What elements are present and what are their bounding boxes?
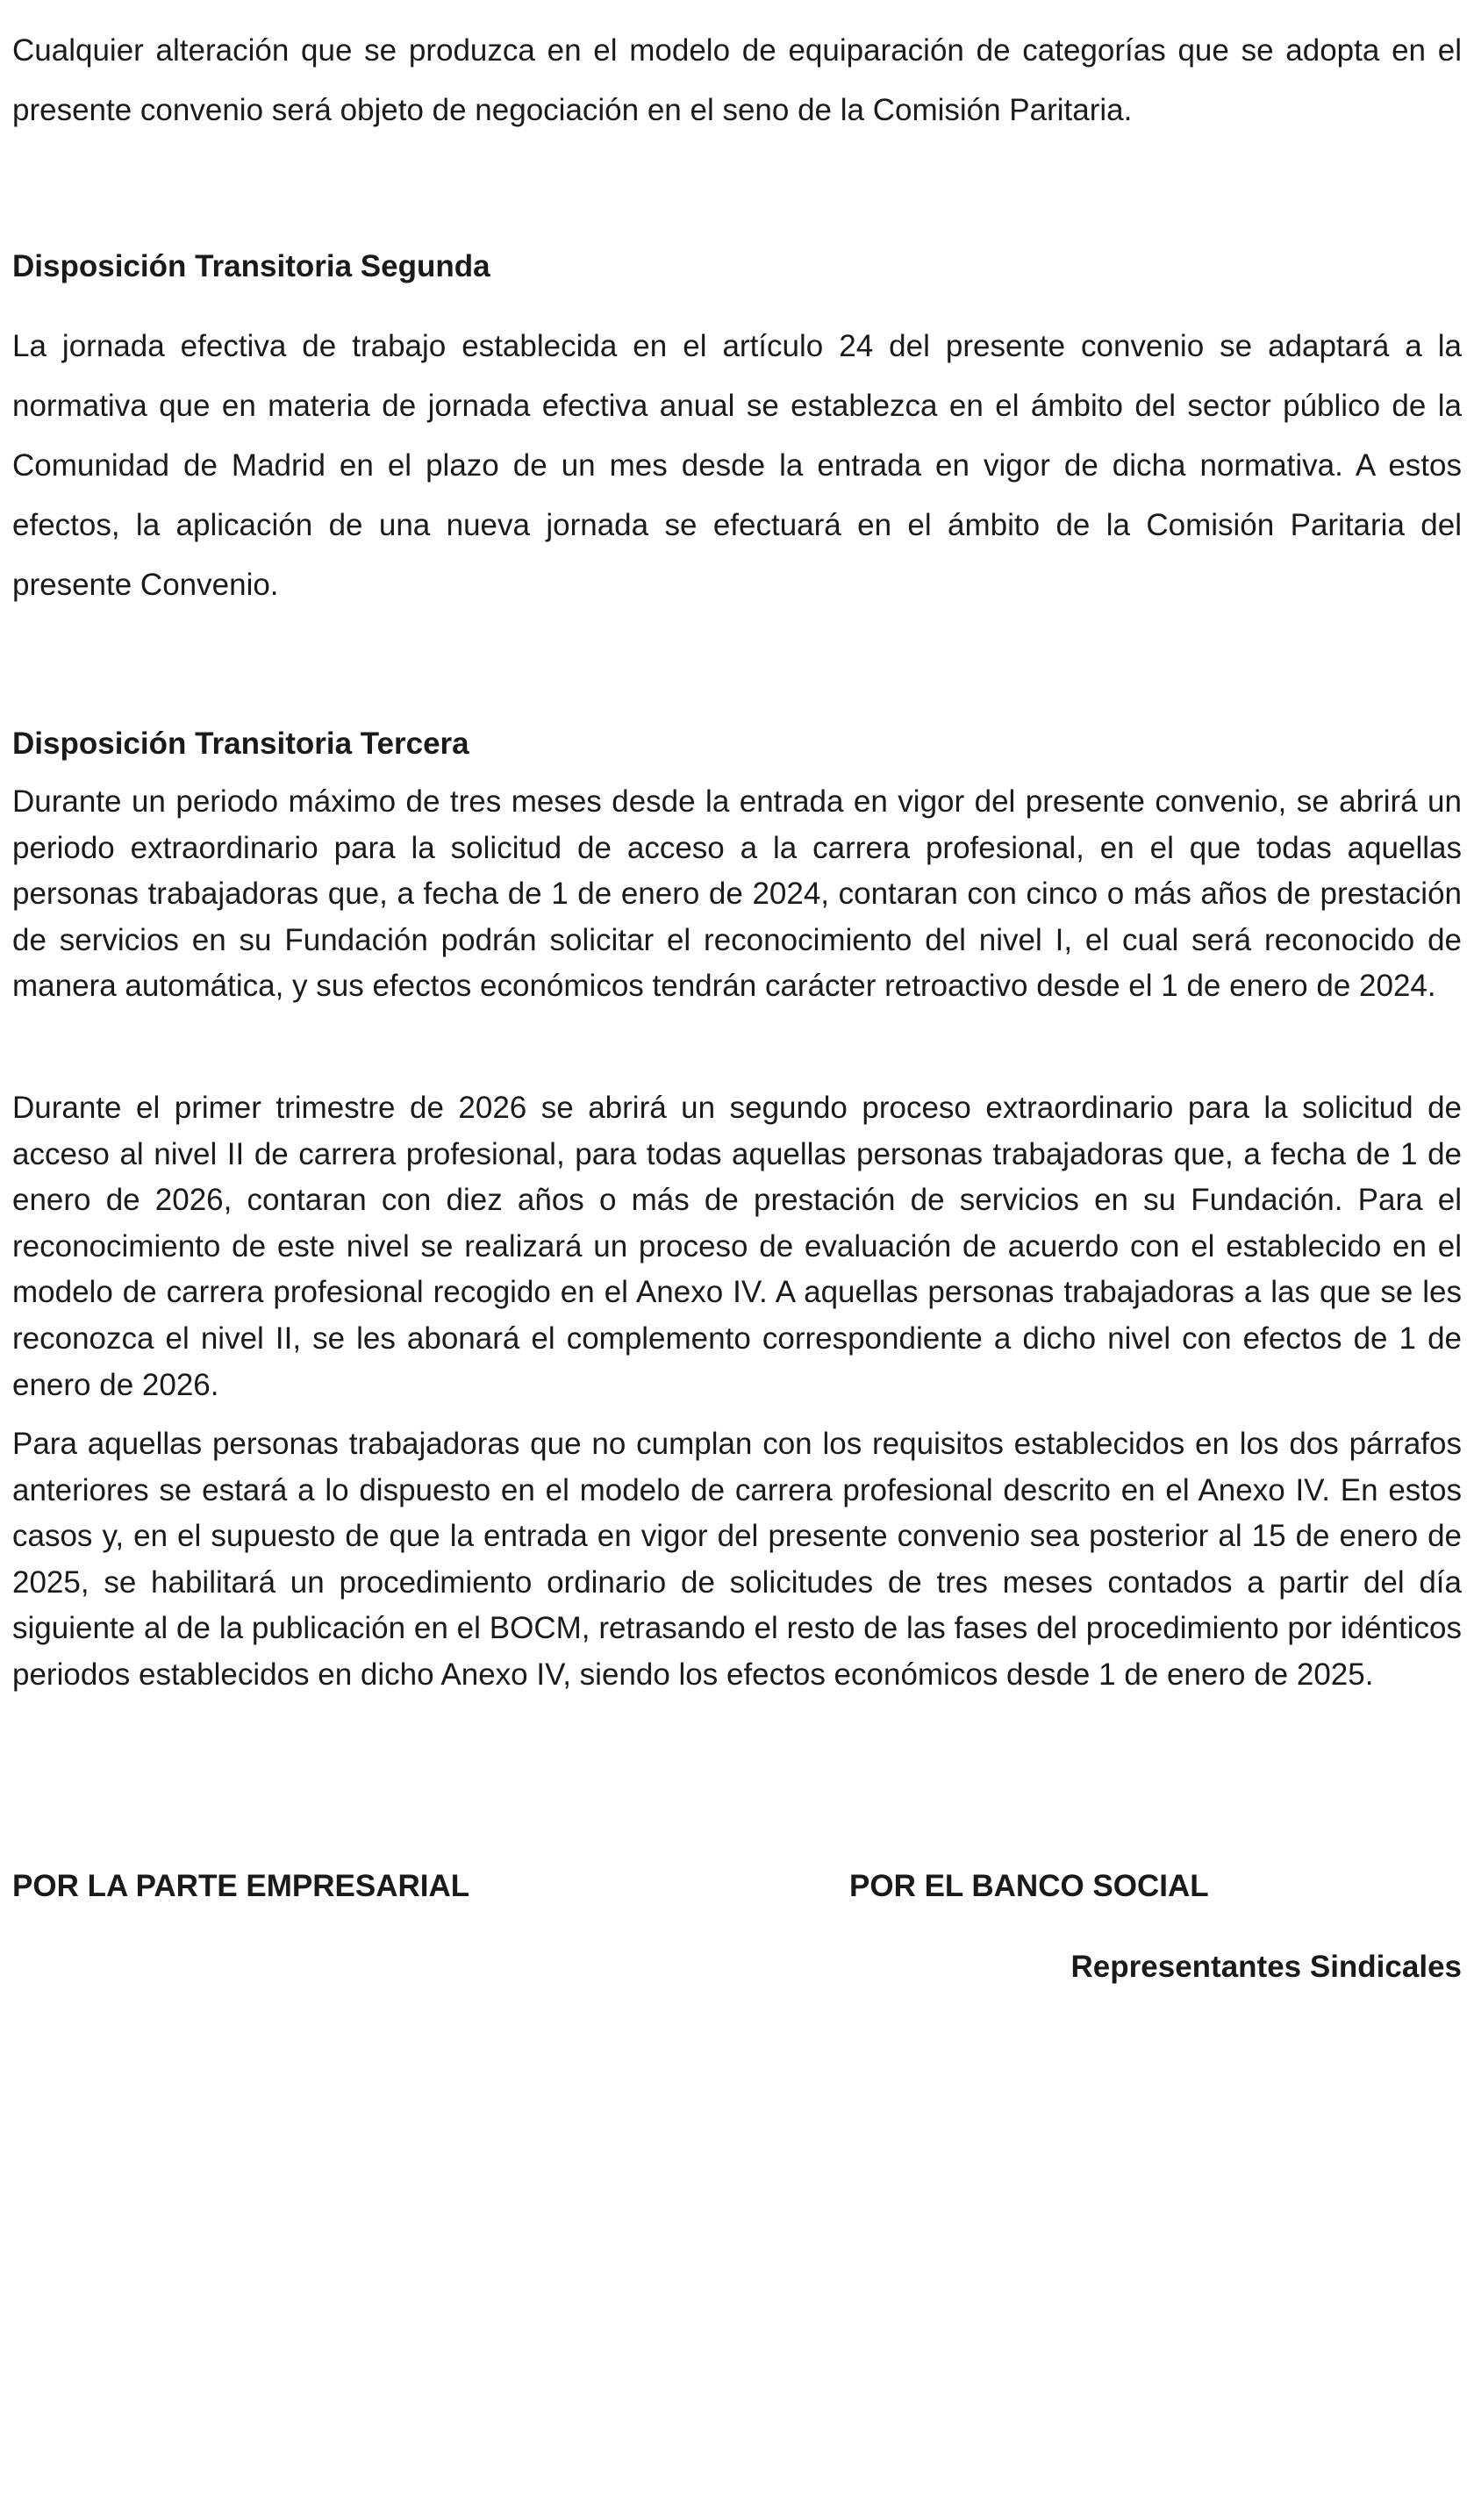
signature-representantes: Representantes Sindicales: [1070, 1950, 1462, 1984]
paragraph-transitoria-tercera-1: Durante un periodo máximo de tres meses desde la entrada en vigor del presente convenio, se abrirá un periodo extraordinario para la solicitud de acceso a la carrera profesional, en el que todas aquellas personas trabajadoras que, a fecha de 1 de enero de 2024, contaran con cinco o más años de prestación de servicios en su Fundación podrán solicitar el reconocimiento del nivel I, el cual será reconocido de manera automática, y sus efectos económicos tendrán carácter retroactivo desde el 1 de enero de 2024.: [12, 784, 1462, 1004]
paragraph-transitoria-segunda: La jornada efectiva de trabajo establecida en el artículo 24 del presente convenio se adaptará a la normativa que en materia de jornada efectiva anual se establezca en el ámbito del sector público de la Comunidad de Madrid en el plazo de un mes desde la entrada en vigor de dicha normativa. A estos efectos, la aplicación de una nueva jornada se efectuará en el ámbito de la Comisión Paritaria del presente Convenio.: [12, 329, 1462, 602]
signature-empresarial: POR LA PARTE EMPRESARIAL: [12, 1869, 470, 1903]
signature-banco-social: POR EL BANCO SOCIAL: [849, 1869, 1209, 1903]
intro-paragraph: Cualquier alteración que se produzca en el modelo de equiparación de categorías que se adopta en el presente convenio será objeto de negociación en el seno de la Comisión Paritaria.: [12, 33, 1462, 127]
heading-transitoria-segunda: Disposición Transitoria Segunda: [12, 249, 490, 283]
paragraph-transitoria-tercera-2: Durante el primer trimestre de 2026 se abrirá un segundo proceso extraordinario para la solicitud de acceso al nivel II de carrera profesional, para todas aquellas personas trabajadoras que, a fecha de 1 de enero de 2026, contaran con diez años o más de prestación de servicios en su Fundación. Para el reconocimiento de este nivel se realizará un proceso de evaluación de acuerdo con el establecido en el modelo de carrera profesional recogido en el Anexo IV. A aquellas personas trabajadoras a las que se les reconozca el nivel II, se les abonará el complemento correspondiente a dicho nivel con efectos de 1 de enero de 2026.: [12, 1091, 1462, 1402]
paragraph-transitoria-tercera-3: Para aquellas personas trabajadoras que no cumplan con los requisitos establecidos en los dos párrafos anteriores se estará a lo dispuesto en el modelo de carrera profesional descrito en el Anexo IV. En estos casos y, en el supuesto de que la entrada en vigor del presente convenio sea posterior al 15 de enero de 2025, se habilitará un procedimiento ordinario de solicitudes de tres meses contados a partir del día siguiente al de la publicación en el BOCM, retrasando el resto de las fases del procedimiento por idénticos periodos establecidos en dicho Anexo IV, siendo los efectos económicos desde 1 de enero de 2025.: [12, 1427, 1462, 1692]
heading-transitoria-tercera: Disposición Transitoria Tercera: [12, 727, 469, 761]
